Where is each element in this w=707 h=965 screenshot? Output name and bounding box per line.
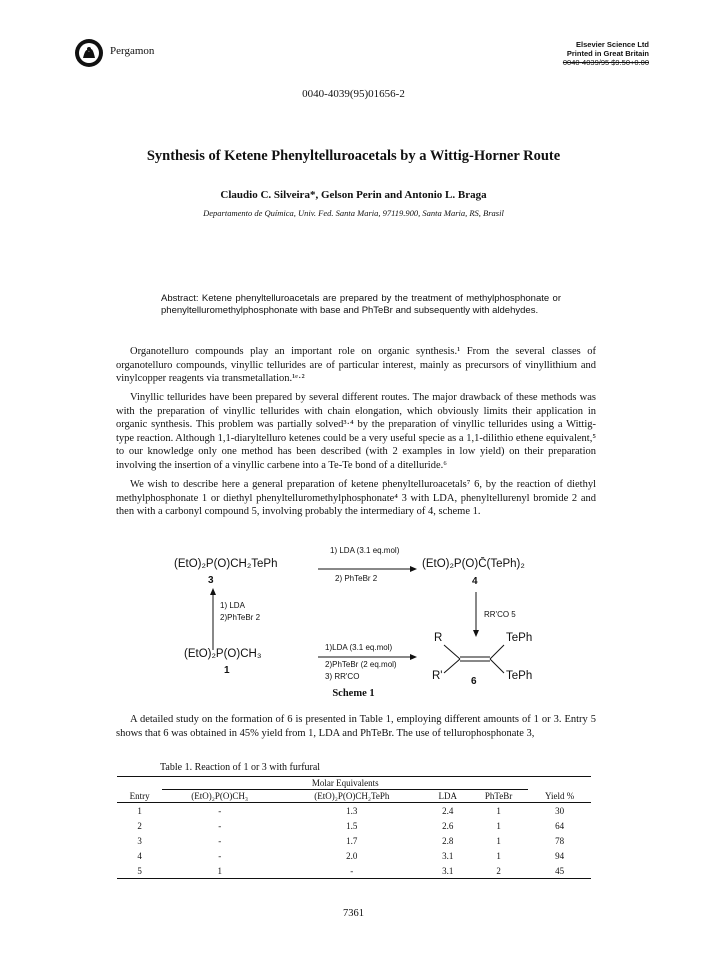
table-caption: Table 1. Reaction of 1 or 3 with furfural [160, 762, 321, 773]
reagent-label: 2) PhTeBr 2 [335, 574, 378, 583]
paragraph: We wish to describe here a general preparation of ketene phenyltelluroacetals⁷ 6, by the reaction of diethyl methylphosphonate 1 or diethyl phenyltelluromethylphosphonate⁴ 3 with LDA, phenyltellurenyl bromide 2 and then with a carbonyl compound 5, involving probably the intermediary of 4, scheme 1. [116, 479, 596, 517]
table-cell: 1 [137, 805, 142, 816]
table-cell: 78 [555, 835, 565, 846]
price-code: 0040-4039/95 $9.50+0.00 [562, 58, 649, 67]
scheme-label: Scheme 1 [332, 688, 375, 699]
paragraph-study [116, 713, 596, 740]
paper-title: Synthesis of Ketene Phenyltelluroacetals by a Wittig-Horner Route [146, 148, 561, 164]
publisher-info [563, 40, 649, 67]
substituent-teph: TePh [506, 632, 533, 644]
publisher-line: Elsevier Science Ltd [576, 40, 649, 49]
abstract-text: Ketene phenyltelluroacetals are prepared by the treatment of methylphosphonate or phenyltelluromethylphosphonate with base and PhTeBr and subsequently with aldehydes. [161, 293, 561, 316]
table-cell: 1.7 [346, 835, 358, 846]
table-cell: 3.1 [442, 865, 454, 876]
table-cell: 2.8 [442, 835, 454, 846]
reagent-label: 2)PhTeBr (2 eq.mol) [325, 660, 397, 669]
reaction-scheme [170, 540, 570, 700]
affiliation: Departamento de Química, Univ. Fed. Santa Maria, 97119.900, Santa Maria, RS, Brasil [203, 208, 504, 218]
reagent-label: 2)PhTeBr 2 [220, 613, 261, 622]
reagent-label: 1) LDA [220, 601, 245, 610]
column-header: (EtO)₂P(O)CH₂TePh [314, 791, 390, 801]
table-cell: 1.3 [346, 805, 358, 816]
group-header: Molar Equivalents [162, 777, 528, 790]
table-row [117, 803, 591, 819]
reagent-label: 1) LDA (3.1 eq.mol) [330, 546, 400, 555]
pergamon-logo-icon [74, 38, 104, 68]
column-header: PhTeBr [484, 791, 513, 801]
reagent-label: 3) RR'CO [325, 672, 360, 681]
table-cell: 94 [555, 850, 565, 861]
table-cell: 1.5 [346, 820, 358, 831]
table-cell: - [218, 850, 222, 861]
table-cell: 3 [137, 835, 142, 846]
paragraph-method [116, 478, 596, 519]
table-cell: - [218, 835, 222, 846]
publisher-name: Pergamon [110, 45, 155, 57]
table-cell: 2 [137, 820, 142, 831]
substituent-r-prime: R' [432, 670, 443, 682]
table-cell: 2.0 [346, 850, 358, 861]
table-row [117, 863, 591, 879]
compound-3: (EtO)₂P(O)CH₂TePh [174, 558, 278, 570]
compound-number: 3 [208, 575, 214, 586]
reagent-label: 1)LDA (3.1 eq.mol) [325, 643, 393, 652]
table-cell: 2.6 [442, 820, 454, 831]
table-cell: 1 [496, 805, 501, 816]
paragraph-routes [116, 391, 596, 472]
table-cell: 4 [137, 850, 142, 861]
substituent-r: R [434, 632, 443, 644]
reagent-label: RR'CO 5 [484, 610, 516, 619]
abstract-label: Abstract: [161, 293, 199, 304]
column-header: LDA [438, 791, 457, 801]
table-cell: 64 [555, 820, 565, 831]
table-cell: 45 [555, 865, 565, 876]
table-cell: 5 [137, 865, 142, 876]
doi-code: 0040-4039(95)01656-2 [302, 88, 405, 100]
paragraph: Organotelluro compounds play an important role on organic synthesis.¹ From the several classes of organotelluro compounds, vinyllic tellurides are of particular interest, mainly as precursors of vinyllithium and vinylcopper reagents via transmetallation.¹ᵉ·² [116, 346, 596, 384]
table-cell: 2.4 [442, 805, 454, 816]
authors: Claudio C. Silveira*, Gelson Perin and Antonio L. Braga [220, 189, 487, 201]
substituent-teph: TePh [506, 670, 533, 682]
compound-4: (EtO)₂P(O)C̄(TePh)₂ [422, 558, 525, 570]
compound-number: 4 [472, 576, 478, 587]
compound-number: 6 [471, 676, 477, 687]
paragraph-intro [116, 345, 596, 386]
table-row [117, 833, 591, 848]
table-cell: 2 [496, 865, 501, 876]
paragraph: A detailed study on the formation of 6 is presented in Table 1, employing different amounts of 1 or 3. Entry 5 shows that 6 was obtained in 45% yield from 1, LDA and PhTeBr. The use of tellurophosphonate 3, [116, 714, 596, 739]
table-cell: 30 [555, 805, 565, 816]
abstract [161, 293, 561, 317]
printed-line: Printed in Great Britain [566, 49, 649, 58]
table-row [117, 848, 591, 863]
table-cell: 1 [496, 850, 501, 861]
table-cell: - [350, 865, 354, 876]
table-cell: 1 [217, 865, 222, 876]
table-cell: 3.1 [442, 850, 454, 861]
compound-1: (EtO)₂P(O)CH₃ [184, 648, 262, 660]
table-cell: - [218, 805, 222, 816]
page-number: 7361 [343, 908, 364, 919]
table-cell: - [218, 820, 222, 831]
column-header: Entry [129, 790, 150, 801]
compound-number: 1 [224, 665, 230, 676]
table-row [117, 818, 591, 833]
column-header: (EtO)₂P(O)CH₃ [191, 791, 249, 801]
column-header: Yield % [544, 790, 575, 801]
table-cell: 1 [496, 835, 501, 846]
table-cell: 1 [496, 820, 501, 831]
data-table [117, 776, 591, 879]
paragraph: Vinyllic tellurides have been prepared by several different routes. The major drawback of these methods was with the preparation of vinyllic tellurides with chain elongation, which obviously limits their application in organic synthesis. This problem was partially solved³·⁴ by the preparation of vinyllic tellurides using a Wittig-type reaction. Although 1,1-diaryltelluro ketenes could be a very useful specie as a 1,1-dilithio ethene equivalent,⁵ to our knowledge only one method has been described (with 2 examples in low yield) on their preparation involving the insertion of a vinyllic carbene into a Te-Te bond of a ditelluride.⁶ [116, 392, 596, 471]
